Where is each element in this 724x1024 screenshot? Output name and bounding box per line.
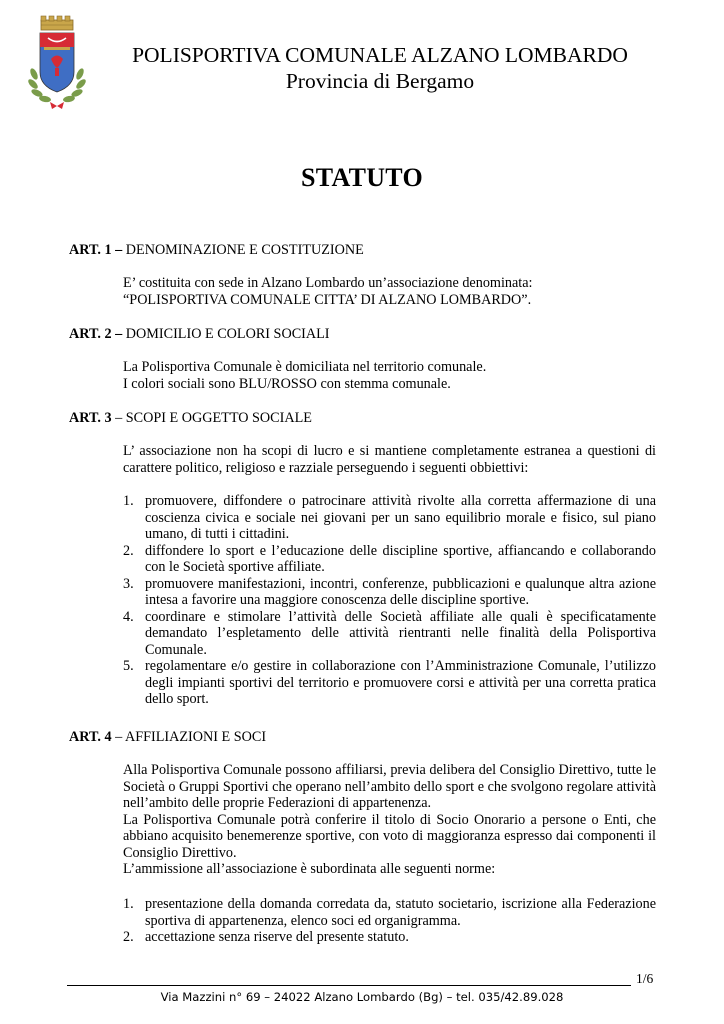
list-number: 2. xyxy=(123,542,134,559)
letterhead xyxy=(100,42,660,94)
article-3-body xyxy=(123,443,656,476)
list-number: 3. xyxy=(123,575,134,592)
paragraph: I colori sociali sono BLU/ROSSO con stemma comunale. xyxy=(123,375,451,392)
list-number: 1. xyxy=(123,493,134,509)
paragraph: La Polisportiva Comunale potrà conferire il titolo di Socio Onorario a persone o Enti, che abbiano acquisito benemerenze sportive, con voto di maggioranza espresso dai componenti il Consiglio Direttivo. xyxy=(123,811,656,861)
article-title: DOMICILIO E COLORI SOCIALI xyxy=(122,326,330,342)
article-1-body xyxy=(123,275,656,308)
footer-divider xyxy=(67,985,631,986)
article-title: – AFFILIAZIONI E SOCI xyxy=(111,729,267,745)
paragraph: L’ associazione non ha scopi di lucro e si mantiene completamente estranea a questioni di carattere politico, religioso e razziale perseguendo i seguenti obbiettivi: xyxy=(123,443,656,476)
list-item xyxy=(123,609,656,659)
paragraph: “POLISPORTIVA COMUNALE CITTA’ DI ALZANO LOMBARDO”. xyxy=(123,291,532,308)
ribbon-icon xyxy=(50,102,64,109)
province-name: Provincia di Bergamo xyxy=(285,69,475,93)
municipal-coat-of-arms xyxy=(24,14,90,110)
list-item xyxy=(123,543,656,576)
list-item-text: diffondere lo sport e l’educazione delle discipline sportive, affiancando e collaborando con le Società sportive affiliate. xyxy=(145,542,656,575)
organization-name: POLISPORTIVA COMUNALE ALZANO LOMBARDO xyxy=(132,43,628,67)
list-item xyxy=(123,658,656,708)
paragraph: Alla Polisportiva Comunale possono affiliarsi, previa delibera del Consiglio Direttivo, tutte le Società o Gruppi Sportivi che operano nell’ambito dello sport e che svolgono regolare attività nell’ambito delle proprie Federazioni di appartenenza. xyxy=(123,762,656,811)
list-number: 2. xyxy=(123,929,134,945)
article-3-objectives-list xyxy=(123,493,656,708)
list-number: 1. xyxy=(123,896,134,912)
article-2-heading xyxy=(69,326,330,343)
list-item-text: regolamentare e/o gestire in collaborazione con l’Amministrazione Comunale, l’utilizzo degli impianti sportivi del territorio e promuovere corsi e attività per una corretta pratica dello sport. xyxy=(145,658,656,707)
paragraph: E’ costituita con sede in Alzano Lombardo un’associazione denominata: xyxy=(123,275,533,291)
list-item xyxy=(123,896,656,929)
article-1-heading xyxy=(69,242,364,259)
footer-address: Via Mazzini n° 69 – 24022 Alzano Lombardo (Bg) – tel. 035/42.89.028 xyxy=(160,990,564,1004)
list-number: 4. xyxy=(123,608,134,625)
paragraph: L’ammissione all’associazione è subordinata alle seguenti norme: xyxy=(123,861,496,877)
article-label: ART. 4 xyxy=(69,729,112,745)
article-title: DENOMINAZIONE E COSTITUZIONE xyxy=(122,242,364,258)
page-number: 1/6 xyxy=(636,971,654,986)
article-4-heading xyxy=(69,729,266,746)
list-item-text: coordinare e stimolare l’attività delle Società affiliate alle quali è specificatamente demandato l’espletamento delle attività rientranti nelle finalità della Polisportiva Comunale. xyxy=(145,608,656,658)
article-2-body xyxy=(123,359,656,392)
article-label: ART. 1 – xyxy=(69,242,123,258)
article-title: – SCOPI E OGGETTO SOCIALE xyxy=(111,410,312,426)
list-item xyxy=(123,929,656,946)
list-item-text: promuovere manifestazioni, incontri, conferenze, pubblicazioni e qualunque altra azione intesa a favorire una maggiore conoscenza delle discipline sportive. xyxy=(145,575,656,608)
document-title: STATUTO xyxy=(300,163,424,192)
crown-icon xyxy=(41,16,73,30)
article-label: ART. 3 xyxy=(69,410,112,426)
list-item-text: accettazione senza riserve del presente statuto. xyxy=(145,929,409,945)
list-item-text: presentazione della domanda corredata da, statuto societario, iscrizione alla Federazione sportiva di appartenenza, elenco soci ed organigramma. xyxy=(145,896,656,929)
list-item xyxy=(123,576,656,609)
list-number: 5. xyxy=(123,658,134,674)
article-4-body xyxy=(123,762,656,878)
article-3-heading xyxy=(69,410,312,427)
shield-icon xyxy=(40,33,74,92)
list-item xyxy=(123,493,656,543)
article-4-admission-list xyxy=(123,896,656,946)
article-label: ART. 2 – xyxy=(69,326,123,342)
list-item-text: promuovere, diffondere o patrocinare attività rivolte alla corretta affermazione di una coscienza civica e sociale nei giovani per un sano equilibrio morale e fisico, sul piano umano, di tutti i cittadini. xyxy=(145,493,656,542)
paragraph: La Polisportiva Comunale è domiciliata nel territorio comunale. xyxy=(123,359,487,375)
